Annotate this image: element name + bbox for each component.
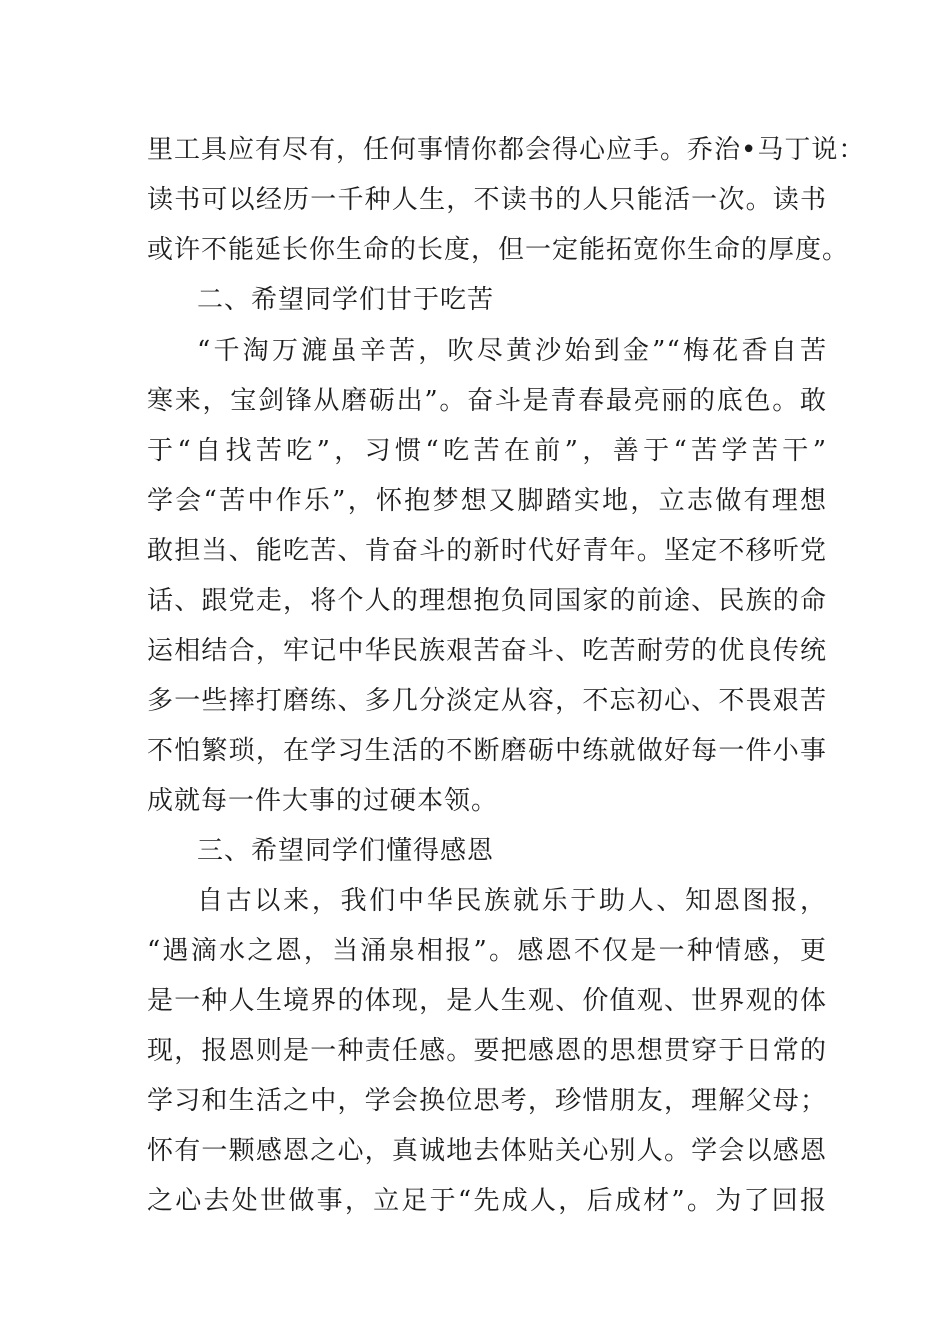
- text-line: 成就每一件大事的过硬本领。: [147, 786, 499, 816]
- text-line: 读书可以经历一千种人生，不读书的人只能活一次。读书: [147, 185, 827, 215]
- text-line: 怀有一颗感恩之心，真诚地去体贴关心别人。学会以感恩: [147, 1136, 827, 1166]
- text-line: 学习和生活之中，学会换位思考，珍惜朋友，理解父母；: [147, 1086, 827, 1116]
- text-line: 现，报恩则是一种责任感。要把感恩的思想贯穿于日常的: [147, 1036, 827, 1066]
- text-line: 之心去处世做事，立足于“先成人，后成材”。为了回报: [147, 1186, 827, 1216]
- text-line: 或许不能延长你生命的长度，但一定能拓宽你生命的厚度。: [147, 235, 850, 265]
- text-line: 于“自找苦吃”，习惯“吃苦在前”，善于“苦学苦干”: [147, 436, 827, 466]
- text-line: 敢担当、能吃苦、肯奋斗的新时代好青年。坚定不移听党: [147, 536, 827, 566]
- text-line: 不怕繁琐，在学习生活的不断磨砺中练就做好每一件小事: [147, 736, 827, 766]
- text-line: 学会“苦中作乐”，怀抱梦想又脚踏实地，立志做有理想: [147, 486, 827, 516]
- text-line: 寒来，宝剑锋从磨砺出”。奋斗是青春最亮丽的底色。敢: [147, 386, 827, 416]
- text-line: 自古以来，我们中华民族就乐于助人、知恩图报，: [197, 886, 827, 916]
- text-line: “遇滴水之恩，当涌泉相报”。感恩不仅是一种情感，更: [147, 936, 827, 966]
- section-heading: 三、希望同学们懂得感恩: [197, 836, 495, 866]
- text-line: 运相结合，牢记中华民族艰苦奋斗、吃苦耐劳的优良传统: [147, 636, 827, 666]
- text-line: “千淘万漉虽辛苦，吹尽黄沙始到金”“梅花香自苦: [197, 336, 827, 366]
- text-line: 是一种人生境界的体现，是人生观、价值观、世界观的体: [147, 986, 827, 1016]
- text-line: 多一些摔打磨练、多几分淡定从容，不忘初心、不畏艰苦: [147, 686, 827, 716]
- text-line: 里工具应有尽有，任何事情你都会得心应手。乔治•马丁说：: [147, 135, 866, 165]
- text-line: 话、跟党走，将个人的理想抱负同国家的前途、民族的命: [147, 586, 827, 616]
- section-heading: 二、希望同学们甘于吃苦: [197, 285, 495, 315]
